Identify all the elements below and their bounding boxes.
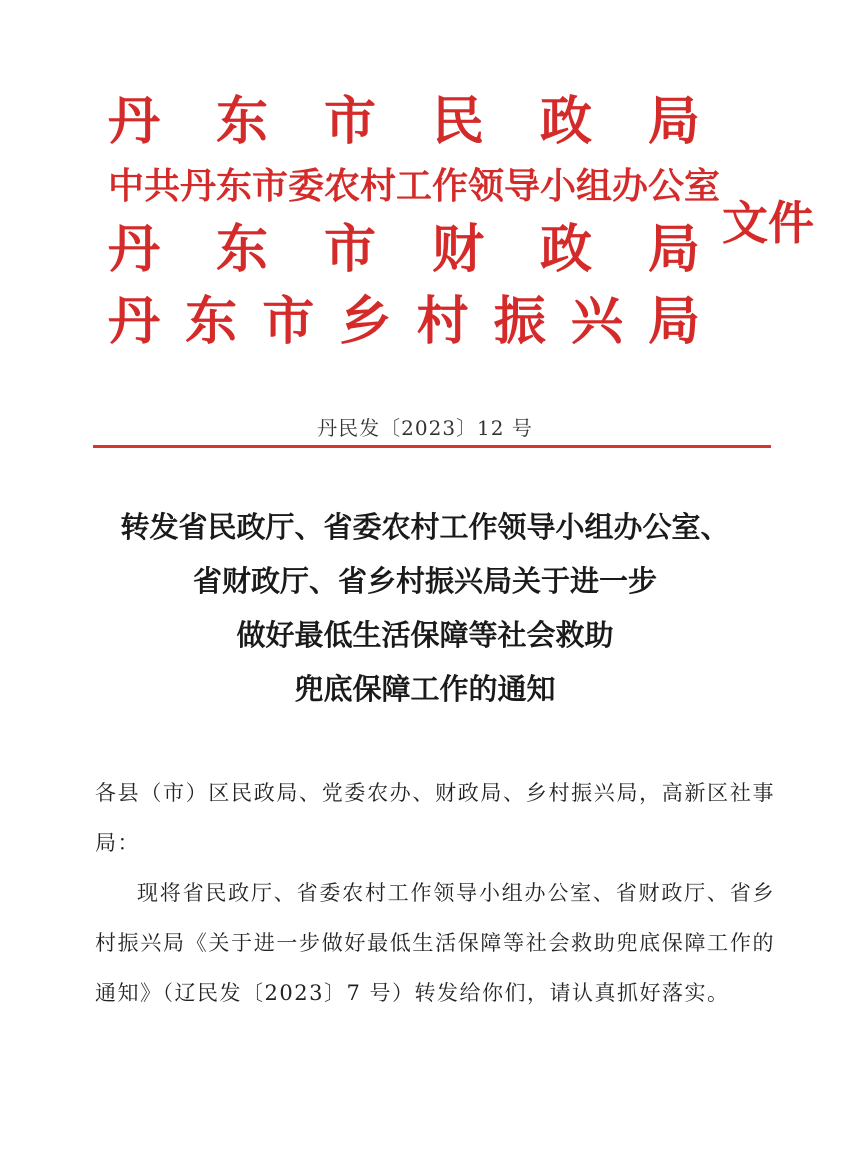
issuer-rural-revitalization-bureau xyxy=(108,292,700,352)
document-type-label: 文件 xyxy=(722,196,814,250)
document-number: 丹民发〔2023〕12 号 xyxy=(317,416,533,440)
letterhead-character: 丹 xyxy=(108,91,161,152)
title-line: 转发省民政厅、省委农村工作领导小组办公室、 xyxy=(120,510,730,544)
letterhead-character: 东 xyxy=(215,219,268,280)
document-title xyxy=(60,500,790,716)
issuer-civil-affairs-bureau xyxy=(108,92,700,152)
letterhead-character: 局 xyxy=(647,91,700,152)
addressee-line: 各县（市）区民政局、党委农办、财政局、乡村振兴局，高新区社事局： xyxy=(95,781,775,855)
red-divider-line xyxy=(93,445,771,448)
issuing-authorities xyxy=(108,91,721,364)
title-line: 兜底保障工作的通知 xyxy=(294,672,556,706)
issuer-finance-bureau xyxy=(108,220,700,280)
letterhead-character: 市 xyxy=(262,291,315,352)
letterhead-character: 财 xyxy=(431,219,484,280)
issuer-rural-work-office: 中共丹东市委农村工作领导小组办公室 xyxy=(108,165,721,207)
letterhead-character: 振 xyxy=(493,291,546,352)
letterhead-character: 政 xyxy=(539,91,592,152)
body-paragraph: 现将省民政厅、省委农村工作领导小组办公室、省财政厅、省乡村振兴局《关于进一步做好最低生活保障等社会救助兜底保障工作的通知》（辽民发〔2023〕7 号）转发给你们，请认真抓好落实。 xyxy=(95,881,775,1005)
letterhead-character: 民 xyxy=(431,91,484,152)
letterhead-character: 局 xyxy=(647,291,700,352)
letterhead-character: 丹 xyxy=(108,291,161,352)
letterhead-character: 乡 xyxy=(339,291,392,352)
title-line: 省财政厅、省乡村振兴局关于进一步 xyxy=(192,564,657,598)
letterhead-character: 市 xyxy=(323,91,376,152)
letterhead-character: 政 xyxy=(539,219,592,280)
letterhead-character: 丹 xyxy=(108,219,161,280)
letterhead-character: 村 xyxy=(416,291,469,352)
letterhead-character: 局 xyxy=(647,219,700,280)
letterhead-character: 兴 xyxy=(570,291,623,352)
document-body xyxy=(95,768,775,1018)
letterhead-character: 东 xyxy=(185,291,238,352)
letterhead-character: 东 xyxy=(215,91,268,152)
title-line: 做好最低生活保障等社会救助 xyxy=(236,618,614,652)
letterhead-character: 市 xyxy=(323,219,376,280)
